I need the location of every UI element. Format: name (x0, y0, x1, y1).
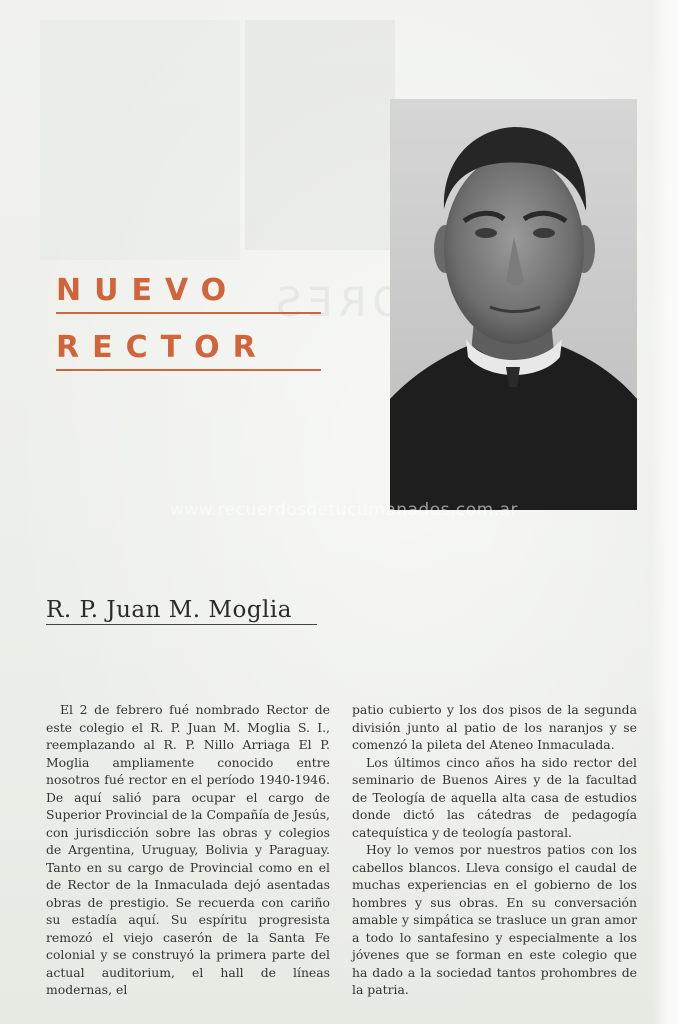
article-paragraph: El 2 de febrero fué nombrado Rector de este colegio el R. P. Juan M. Moglia S. I., reemplazando al R. P. Nillo Arriaga El P. Moglia ampliamente conocido entre nosotros fué rector en el período 1940-1946. De aquí salió para ocupar el cargo de Superior Provincial de la Compañía de Jesús, con jurisdicción sobre las obras y colegios de Argentina, Uruguay, Bolivia y Paraguay. Tanto en su cargo de Provincial como en el de Rector de la Inmaculada dejó asentadas obras de prestigio. Se recuerda con cariño su estadía aquí. Su espíritu progresista remozó el viejo caserón de la Santa Fe colonial y se construyó la primera parte del actual auditorium, el hall de líneas modernas, el (46, 702, 330, 997)
headline-line-2: RECTOR (56, 330, 269, 365)
show-through-block (40, 20, 240, 260)
portrait-photo (390, 99, 637, 510)
subject-name: R. P. Juan M. Moglia (46, 597, 292, 623)
subject-name-underline (46, 624, 317, 625)
show-through-heading: SORES (270, 280, 436, 326)
headline-line-1: NUEVO (56, 273, 240, 308)
article-paragraph: patio cubierto y los dos pisos de la segunda división junto al patio de los naranjos y se comenzó la pileta del Ateneo Inmaculada. (352, 702, 637, 752)
show-through-photo (245, 20, 395, 250)
portrait-icon (390, 99, 637, 510)
article-paragraph: Los últimos cinco años ha sido rector del seminario de Buenos Aires y de la facultad de Teología de aquella alta casa de estudios donde dictó las cátedras de pedagogía catequística y de teología pastoral. (352, 754, 637, 840)
headline-underline-1 (56, 312, 321, 314)
headline-underline-2 (56, 369, 321, 371)
paper-edge (652, 0, 678, 1024)
watermark-text: www.recuerdosdetucumanados.com.ar (170, 500, 518, 520)
article-column-right (352, 701, 637, 999)
article-column-left (46, 701, 330, 999)
article-paragraph: Hoy lo vemos por nuestros patios con los cabellos blancos. Lleva consigo el caudal de muchas experiencias en el gobierno de los hombres y sus obras. En su conversación amable y simpática se trasluce un gran amor a todo lo santafesino y especialmente a los jóvenes que se forman en este colegio que ha dado a la sociedad tantos prohombres de la patria. (352, 842, 637, 997)
